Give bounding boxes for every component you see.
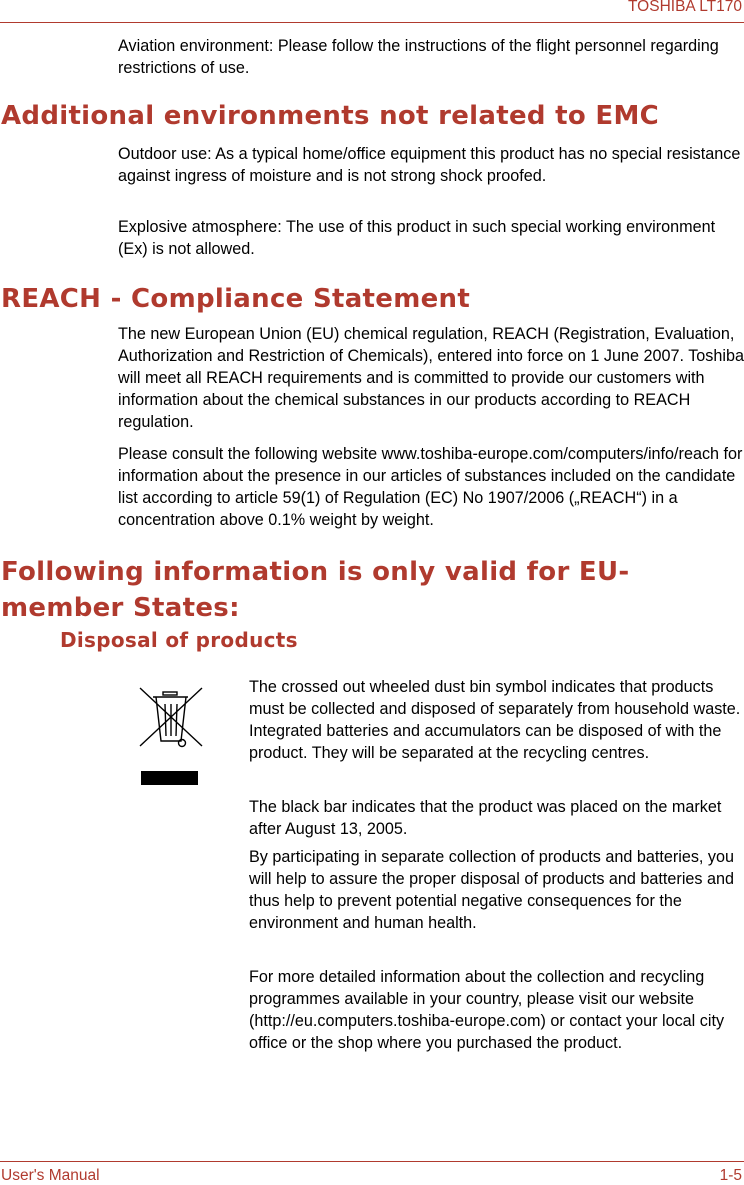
- crossed-out-wheeled-bin-icon: [138, 686, 204, 748]
- disposal-heading: Disposal of products: [60, 628, 298, 652]
- reach-paragraph-2: Please consult the following website www.toshiba-europe.com/computers/info/reach for information about the presence in our articles of substances included on the candidate list according to article 59(1) of Regulation (EC) No 1907/2006 („REACH“) in a concentration above 0.1% weight by weight.: [118, 445, 743, 529]
- disposal-paragraph-1: The crossed out wheeled dust bin symbol indicates that products must be collected and disposed of separately from household waste. Integrated batteries and accumulators can be disposed of with the product. They will be separated at the recycling centres.: [249, 678, 741, 762]
- header-rule: [0, 22, 744, 23]
- disposal-paragraph-4: For more detailed information about the collection and recycling programmes available in your country, please visit our website (http://eu.computers.toshiba-europe.com) or contact your local city office or the shop where you purchased the product.: [249, 968, 725, 1052]
- eu-heading: Following information is only valid for EU-member States:: [1, 557, 630, 623]
- emc-heading: Additional environments not related to EMC: [1, 101, 660, 131]
- aviation-paragraph: Aviation environment: Please follow the instructions of the flight personnel regarding restrictions of use.: [118, 37, 719, 77]
- page-number: 1-5: [719, 1167, 742, 1184]
- black-bar: [141, 771, 198, 785]
- reach-heading: REACH - Compliance Statement: [1, 284, 471, 314]
- footer-manual-title: User's Manual: [1, 1167, 100, 1184]
- reach-paragraph-1: The new European Union (EU) chemical regulation, REACH (Registration, Evaluation, Authorization and Restriction of Chemicals), entered into force on 1 June 2007. Toshiba will meet all REACH requirements and is committed to provide our customers with information about the chemical substances in our products according to REACH regulation.: [118, 325, 744, 431]
- running-header: TOSHIBA LT170: [627, 0, 742, 15]
- disposal-paragraph-2: The black bar indicates that the product was placed on the market after August 13, 2005.: [249, 798, 722, 838]
- outdoor-paragraph: Outdoor use: As a typical home/office equipment this product has no special resistance against ingress of moisture and is not strong shock proofed.: [118, 145, 741, 185]
- explosive-paragraph: Explosive atmosphere: The use of this product in such special working environment (Ex) is not allowed.: [118, 218, 716, 258]
- disposal-paragraph-3: By participating in separate collection of products and batteries, you will help to assure the proper disposal of products and batteries and thus help to prevent potential negative consequences for the environment and human health.: [249, 848, 735, 932]
- footer-rule: [0, 1161, 744, 1162]
